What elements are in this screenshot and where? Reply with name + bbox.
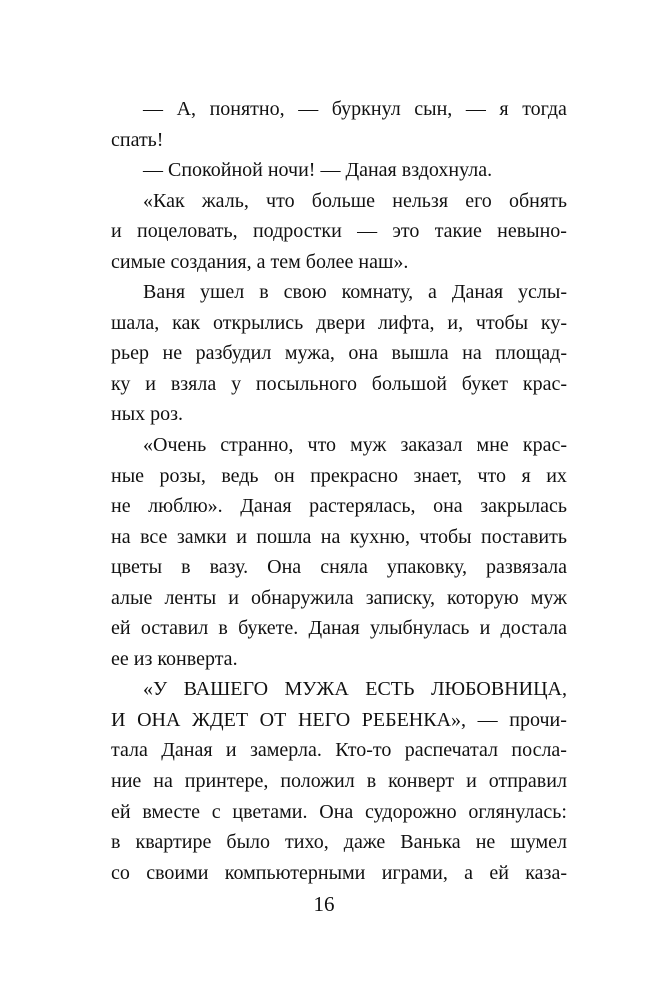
text-line: ные розы, ведь он прекрасно знает, что я их <box>111 464 567 487</box>
text-line: «Как жаль, что больше нельзя его обнять <box>143 189 567 212</box>
text-line: тала Даная и замерла. Кто-то распечатал посла- <box>111 739 567 762</box>
text-line: не люблю». Даная растерялась, она закрылась <box>111 495 567 518</box>
text-line: «Очень странно, что муж заказал мне крас- <box>143 434 567 457</box>
text-line: Ваня ушел в свою комнату, а Даная услы- <box>143 281 567 304</box>
text-line: ее из конверта. <box>111 647 238 670</box>
text-line: и поцеловать, подростки — это такие невыно- <box>111 220 567 243</box>
text-line: со своими компьютерными играми, а ей каза- <box>111 861 567 884</box>
body-text <box>111 94 567 888</box>
text-line: ных роз. <box>111 403 184 426</box>
text-line: ей вместе с цветами. Она судорожно оглянулась: <box>111 800 567 823</box>
page-number: 16 <box>313 892 335 916</box>
text-line: цветы в вазу. Она сняла упаковку, развязала <box>111 556 567 579</box>
text-line: — А, понятно, — буркнул сын, — я тогда <box>143 98 567 120</box>
text-line: ние на принтере, положил в конверт и отправил <box>111 770 567 793</box>
text-line: на все замки и пошла на кухню, чтобы поставить <box>111 525 567 548</box>
text-line: — Спокойной ночи! — Даная вздохнула. <box>143 159 493 182</box>
text-line: симые создания, а тем более наш». <box>111 250 409 273</box>
text-line: спать! <box>111 128 164 151</box>
text-line: алые ленты и обнаружила записку, которую муж <box>111 586 567 609</box>
text-line: «У ВАШЕГО МУЖА ЕСТЬ ЛЮБОВНИЦА, <box>143 678 567 701</box>
text-line: в квартире было тихо, даже Ванька не шумел <box>111 831 567 854</box>
text-line: ей оставил в букете. Даная улыбнулась и достала <box>111 617 567 640</box>
text-line: ку и взяла у посыльного большой букет крас- <box>111 372 567 395</box>
text-line: шала, как открылись двери лифта, и, чтобы ку- <box>111 311 567 334</box>
text-line: И ОНА ЖДЕТ ОТ НЕГО РЕБЕНКА», — прочи- <box>111 708 567 731</box>
text-line: рьер не разбудил мужа, она вышла на площад- <box>111 342 567 365</box>
